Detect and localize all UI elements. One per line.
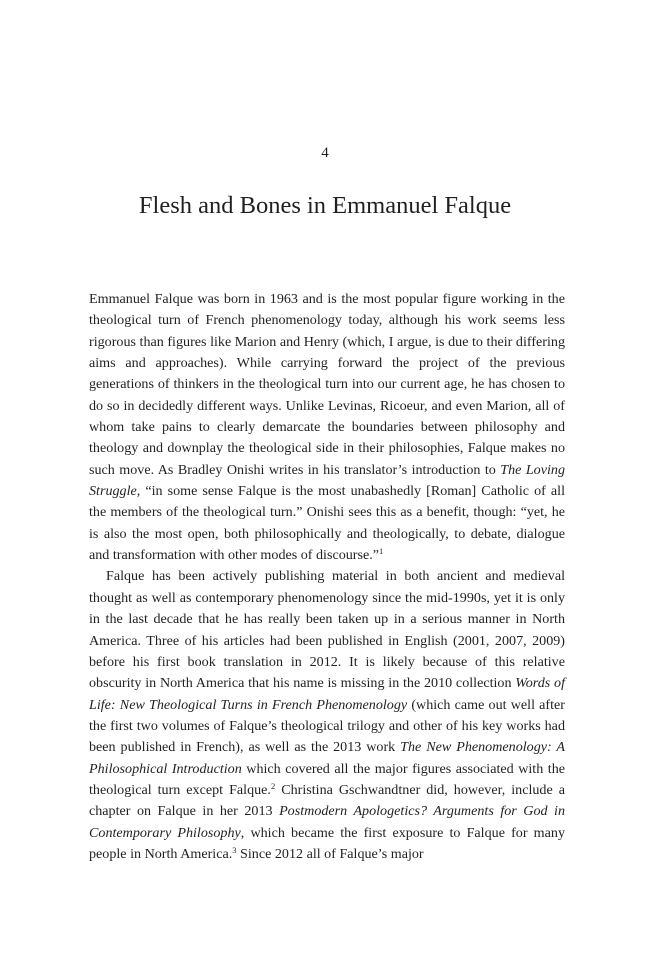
paragraph-2-text-4: Christina Gschwandtner did, however, include a chapter on Falque in her 2013: [89, 781, 565, 820]
paragraph-2-text-2: (which came out well after the first two volumes of Falque’s theological trilogy and other of his key works had been published in French), as well as the 2013 work: [89, 696, 565, 756]
book-title-postmodern-apologetics: Postmodern Apologetics? Arguments for God in Contemporary Philosophy: [89, 803, 565, 841]
footnote-ref-1[interactable]: 1: [379, 546, 384, 557]
book-title-loving-struggle: The Loving Struggle: [89, 461, 565, 500]
paragraph-2: [89, 566, 565, 865]
book-title-new-phenomenology: The New Phenomenology: A Philosophical Introduction: [89, 739, 565, 777]
paragraph-2-text-6: Since 2012 all of Falque’s major: [236, 845, 424, 862]
paragraph-2-text-3: which covered all the major figures associated with the theological turn except Falque.: [89, 760, 565, 798]
footnote-ref-3[interactable]: 3: [232, 844, 237, 855]
body-text: [89, 289, 565, 865]
paragraph-1-text-1: Emmanuel Falque was born in 1963 and is the most popular figure working in the theological turn of French phenomenology today, although his work seems less rigorous than figures like Marion and Henry (which, I argue, is due to their differing aims and approaches). While carrying forward the project of the previous generations of thinkers in the theological turn into our current age, he has chosen to do so in decidedly different ways. Unlike Levinas, Ricoeur, and even Marion, all of whom take pains to clearly demarcate the boundaries between philosophy and theology and downplay the theological side in their philosophies, Falque makes no such move. As Bradley Onishi writes in his translator’s introduction to: [89, 291, 565, 478]
paragraph-1-text-2: , “in some sense Falque is the most unabashedly [Roman] Catholic of all the members of the theological turn.” Onishi sees this as a benefit, though: “yet, he is also the most open, both philosophically and theologically, to debate, dialogue and transformation with other modes of discourse.”: [89, 483, 565, 564]
paragraph-2-text-1: Falque has been actively publishing material in both ancient and medieval thought as well as contemporary phenomenology since the mid-1990s, yet it is only in the last decade that he has really been taken up in a serious manner in North America. Three of his articles had been published in English (2001, 2007, 2009) before his first book translation in 2012. It is likely because of this relative obscurity in North America that his name is missing in the 2010 collection: [89, 568, 565, 692]
paragraph-2-text-5: , which became the first exposure to Falque for many people in North America.: [89, 824, 565, 862]
footnote-ref-2[interactable]: 2: [270, 780, 276, 791]
chapter-number: 4: [321, 145, 329, 161]
paragraph-1: [89, 289, 565, 566]
chapter-title: Flesh and Bones in Emmanuel Falque: [138, 192, 512, 219]
book-title-words-of-life: Words of Life: New Theological Turns in French Phenomenology: [89, 675, 565, 713]
